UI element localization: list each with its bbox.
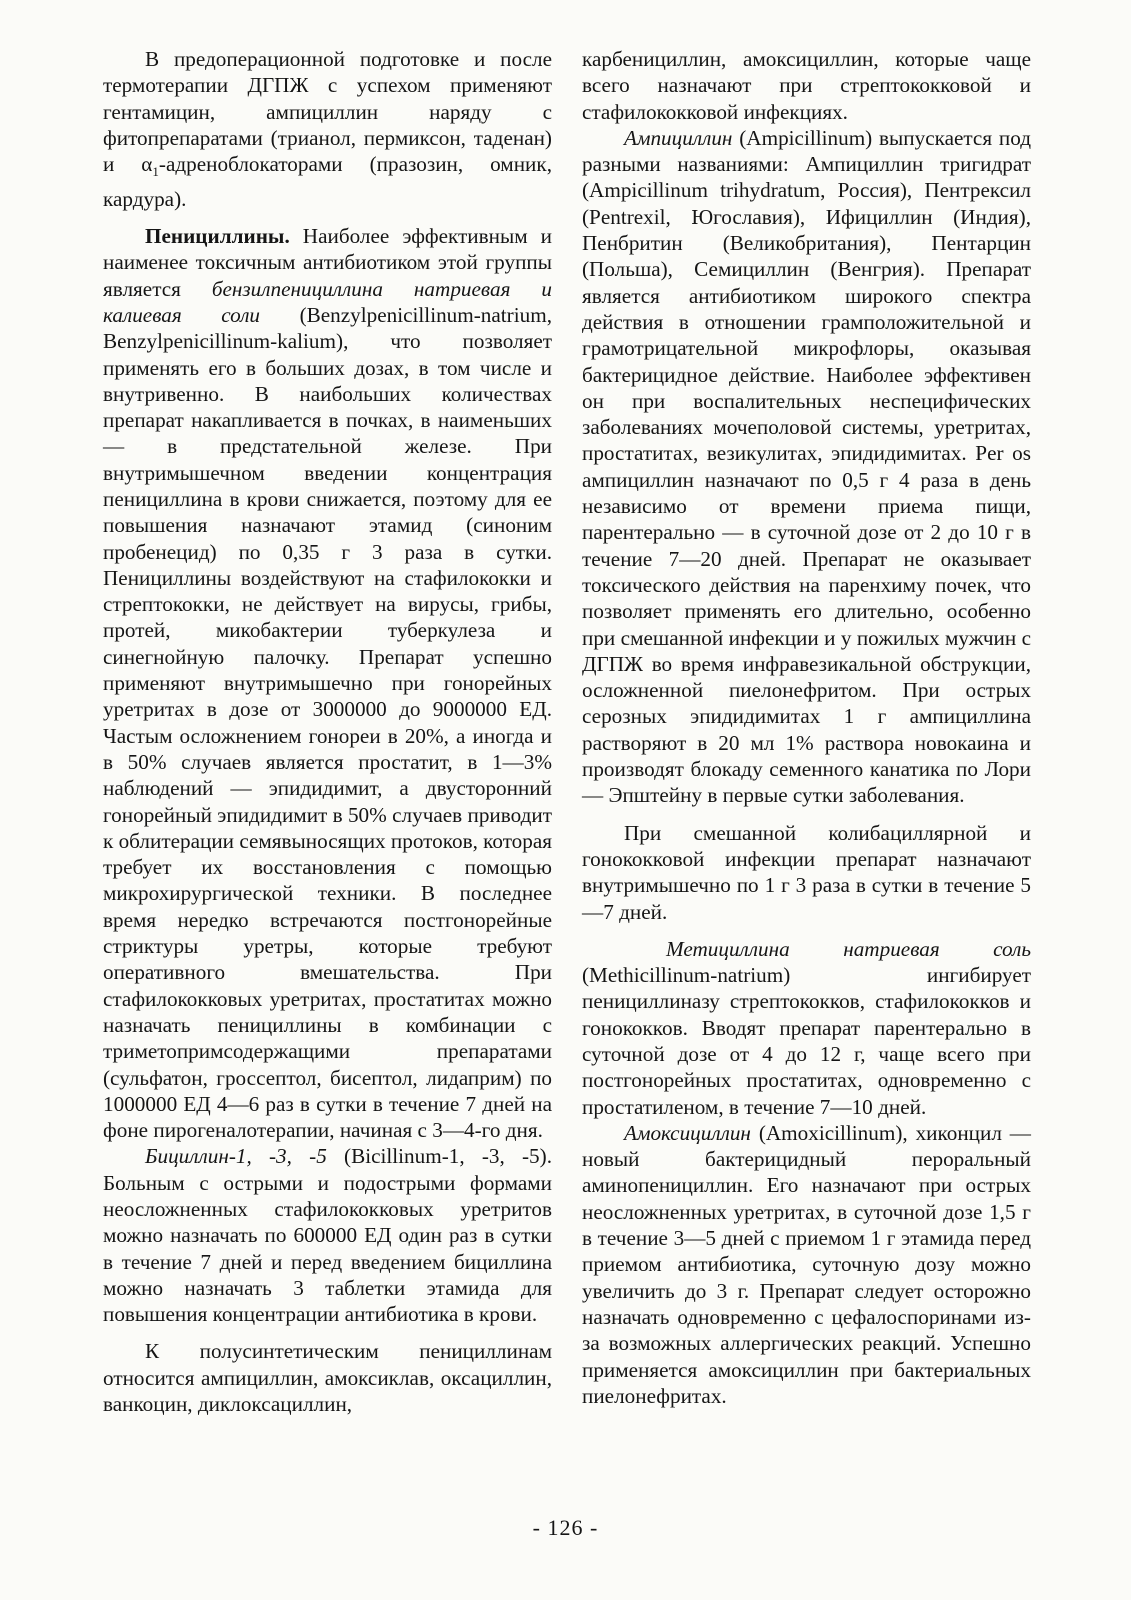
paragraph-mixed-infection: При смешанной колибациллярной и гонококковой инфекции препарат назначают внутримышечно по 1 г 3 раза в сутки в течение 5—7 дней. [582,820,1031,924]
paragraph-preop: В предоперационной подготовке и после термотерапии ДГПЖ с успехом применяют гентамицин, ампициллин наряду с фитопрепаратами (трианол, пермиксон, таденан) и $\alpha_1$-адреноблокаторами (празозин, омник, кардура). [103,47,552,211]
drug-name-benzylpenicillin: бензилпенициллина натриевая и калиевая соли [103,276,552,327]
paragraph-semisynthetic: К полусинтетическим пенициллинам относится ампициллин, амоксиклав, оксациллин, ванкоцин, диклоксациллин, [103,1339,552,1417]
alpha-subscript: 1 [152,164,159,180]
section-heading-penicillins: Пенициллины. [145,224,290,249]
page-number: - 126 - [532,1515,599,1540]
drug-name-methicillin: Метициллина [666,936,790,961]
paragraph-methicillin-heading: Метициллина натриевая соль [582,936,1031,962]
paragraph-methicillin: (Methicillinum-natrium) ингибирует пенициллиназу стрептококков, стафилококков и гонококков. Вводят препарат парентерально в суточной дозе от 4 до 12 г, чаще всего при постгонорейных простатитах, одновременно с простатиленом, в течение 7—10 дней. [582,963,1031,1119]
drug-name-amoxicillin: Амоксициллин [624,1120,751,1145]
paragraph-ampicillin: Ампициллин (Ampicillinum) выпускается под разными названиями: Ампициллин тригидрат (Ampicillinum trihydratum, Россия), Пентрексил (Pentrexil, Югославия), Ифициллин (Индия), Пенбритин (Великобритания), Пентарцин (Польша), Семициллин (Венгрия). Препарат является антибиотиком широкого спектра действия в отношении грамположительной и грамотрицательной микрофлоры, оказывая бактерицидное действие. Наиболее эффективен он при воспалительных неспецифических заболеваниях мочеполовой системы, уретритах, простатитах, везикулитах, эпидидимитах. Per os ампициллин назначают по 0,5 г 4 раза в день независимо от времени приема пищи, парентерально — в суточной дозе от 2 до 10 г в течение 7—20 дней. Препарат не оказывает токсического действия на паренхиму почек, что позволяет применять его длительно, особенно при смешанной инфекции и у пожилых мужчин с ДГПЖ во время инфравезикальной обструкции, осложненной пиелонефритом. При острых серозных эпидидимитах 1 г ампициллина растворяют в 20 мл 1% раствора новокаина и производят блокаду семенного канатика по Лори — Эпштейну в первые сутки заболевания. [582,125,1031,808]
paragraph-carbenicillin: карбенициллин, амоксициллин, которые чаще всего назначают при стрептококковой и стафилококковой инфекциях. [582,47,1031,124]
left-column [103,46,552,1417]
drug-name-ampicillin: Ампициллин [624,125,733,150]
paragraph-amoxicillin: Амоксициллин (Amoxicillinum), хиконцил — новый бактерицидный пероральный аминопенициллин. Его назначают при острых неосложненных уретритах, в суточной дозе 1,5 г в течение 3—5 дней с приемом 1 г этамида перед приемом антибиотика, суточную дозу можно увеличить до 3 г. Препарат следует осторожно назначать одновременно с цефалоспоринами из-за возможных аллергических реакций. Успешно применяется амоксициллин при бактериальных пиелонефритах. [582,1120,1031,1408]
paragraph-bicillin: Бициллин-1, -3, -5 (Bicillinum-1, -3, -5). Больным с острыми и подострыми формами неосложненных стафилококковых уретритов можно назначать по 600000 ЕД один раз в сутки в течение 7 дней и перед введением бициллина можно назначать 3 таблетки этамида для повышения концентрации антибиотика в крови. [103,1144,552,1327]
paragraph-penicillins: Пенициллины. Наиболее эффективным и наименее токсичным антибиотиком этой группы является бензилпенициллина натриевая и калиевая соли (Benzylpenicillinum-natrium, Benzylpenicillinum-kalium), что позволяет применять его в больших дозах, в том числе и внутривенно. В наибольших количествах препарат накапливается в почках, в наименьших — в предстательной железе. При внутримышечном введении концентрация пенициллина в крови снижается, поэтому для ее повышения назначают этамид (синоним пробенецид) по 0,35 г 3 раза в сутки. Пенициллины воздействуют на стафилококки и стрептококки, не действует на вирусы, грибы, протей, микобактерии туберкулеза и синегнойную палочку. Препарат успешно применяют внутримышечно при гонорейных уретритах в дозе от 3000000 до 9000000 ЕД. Частым осложнением гонореи в 20%, а иногда и в 50% случаев является простатит, в 1—3% наблюдений — эпидидимит, а двусторонний гонорейный эпидидимит в 50% случаев приводит к облитерации семявыносящих протоков, которая требует их восстановления с помощью микрохирургической техники. В последнее время нередко встречаются постгонорейные стриктуры уретры, которые требуют оперативного вмешательства. При стафилококковых уретритах, простатитах можно назначать пенициллины в комбинации с триметопримсодержащими препаратами (сульфатон, гроссептол, бисептол, лидаприм) по 1000000 ЕД 4—6 раз в сутки в течение 7 дней на фоне пирогеналотерапии, начиная с 3—4-го дня. [103,224,553,1143]
drug-name-bicillin: Бициллин-1, -3, -5 [145,1144,327,1169]
right-column [582,46,1031,1409]
